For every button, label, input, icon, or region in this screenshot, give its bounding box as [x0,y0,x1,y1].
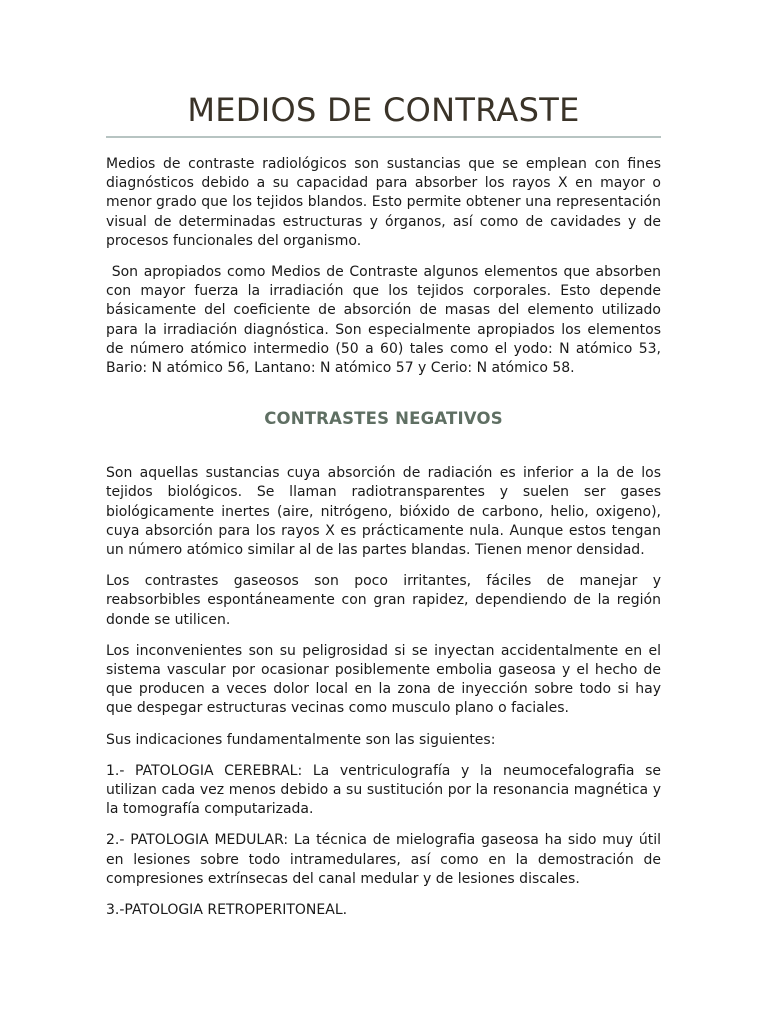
document-page [106,0,666,932]
intro-paragraph-2: Son apropiados como Medios de Contraste algunos elementos que absorben con mayor fuerza la irradiación que los tejidos corporales. Esto depende básicamente del coeficiente de absorción de masas del elemento utilizado para la irradiación diagnóstica. Son especialmente apropiados los elementos de número atómico intermedio (50 a 60) tales como el yodo: N atómico 53, Bario: N atómico 56, Lantano: N atómico 57 y Cerio: N atómico 58. [106,264,666,377]
document-title: MEDIOS DE CONTRASTE [187,91,580,129]
section-paragraph-2: Los contrastes gaseosos son poco irritantes, fáciles de manejar y reabsorbibles espontáneamente con gran rapidez, dependiendo de la región donde se utilicen. [106,573,661,628]
title-divider [106,136,661,138]
section-paragraph-4: Sus indicaciones fundamentalmente son las siguientes: [106,731,496,748]
intro-paragraph-1: Medios de contraste radiológicos son sustancias que se emplean con fines diagnósticos debido a su capacidad para absorber los rayos X en mayor o menor grado que los tejidos blandos. Esto permite obtener una representación visual de determinadas estructuras y órganos, así como de cavidades y de procesos funcionales del organismo. [106,156,661,249]
section-paragraph-3: Los inconvenientes son su peligrosidad si se inyectan accidentalmente en el sistema vascular por ocasionar posiblemente embolia gaseosa y el hecho de que producen a veces dolor local en la zona de inyección sobre todo si hay que despegar estructuras vecinas como musculo plano o faciales. [106,642,661,717]
section-paragraph-1: Son aquellas sustancias cuya absorción de radiación es inferior a la de los tejidos biológicos. Se llaman radiotransparentes y suelen ser gases biológicamente inertes (aire, nitrógeno, bióxido de carbono, helio, oxigeno), cuya absorción para los rayos X es prácticamente nula. Aunque estos tengan un número atómico similar al de las partes blandas. Tienen menor densidad. [106,465,661,559]
section-heading: CONTRASTES NEGATIVOS [264,409,503,429]
section-paragraph-7: 3.-PATOLOGIA RETROPERITONEAL. [106,902,348,919]
section-paragraph-6: 2.- PATOLOGIA MEDULAR: La técnica de mielografia gaseosa ha sido muy útil en lesiones sobre todo intramedulares, así como en la demostración de compresiones extrínsecas del canal medular y de lesiones discales. [106,832,661,887]
section-paragraph-5: 1.- PATOLOGIA CEREBRAL: La ventriculografía y la neumocefalografia se utilizan cada vez menos debido a su sustitución por la resonancia magnética y la tomografía computarizada. [106,762,661,818]
